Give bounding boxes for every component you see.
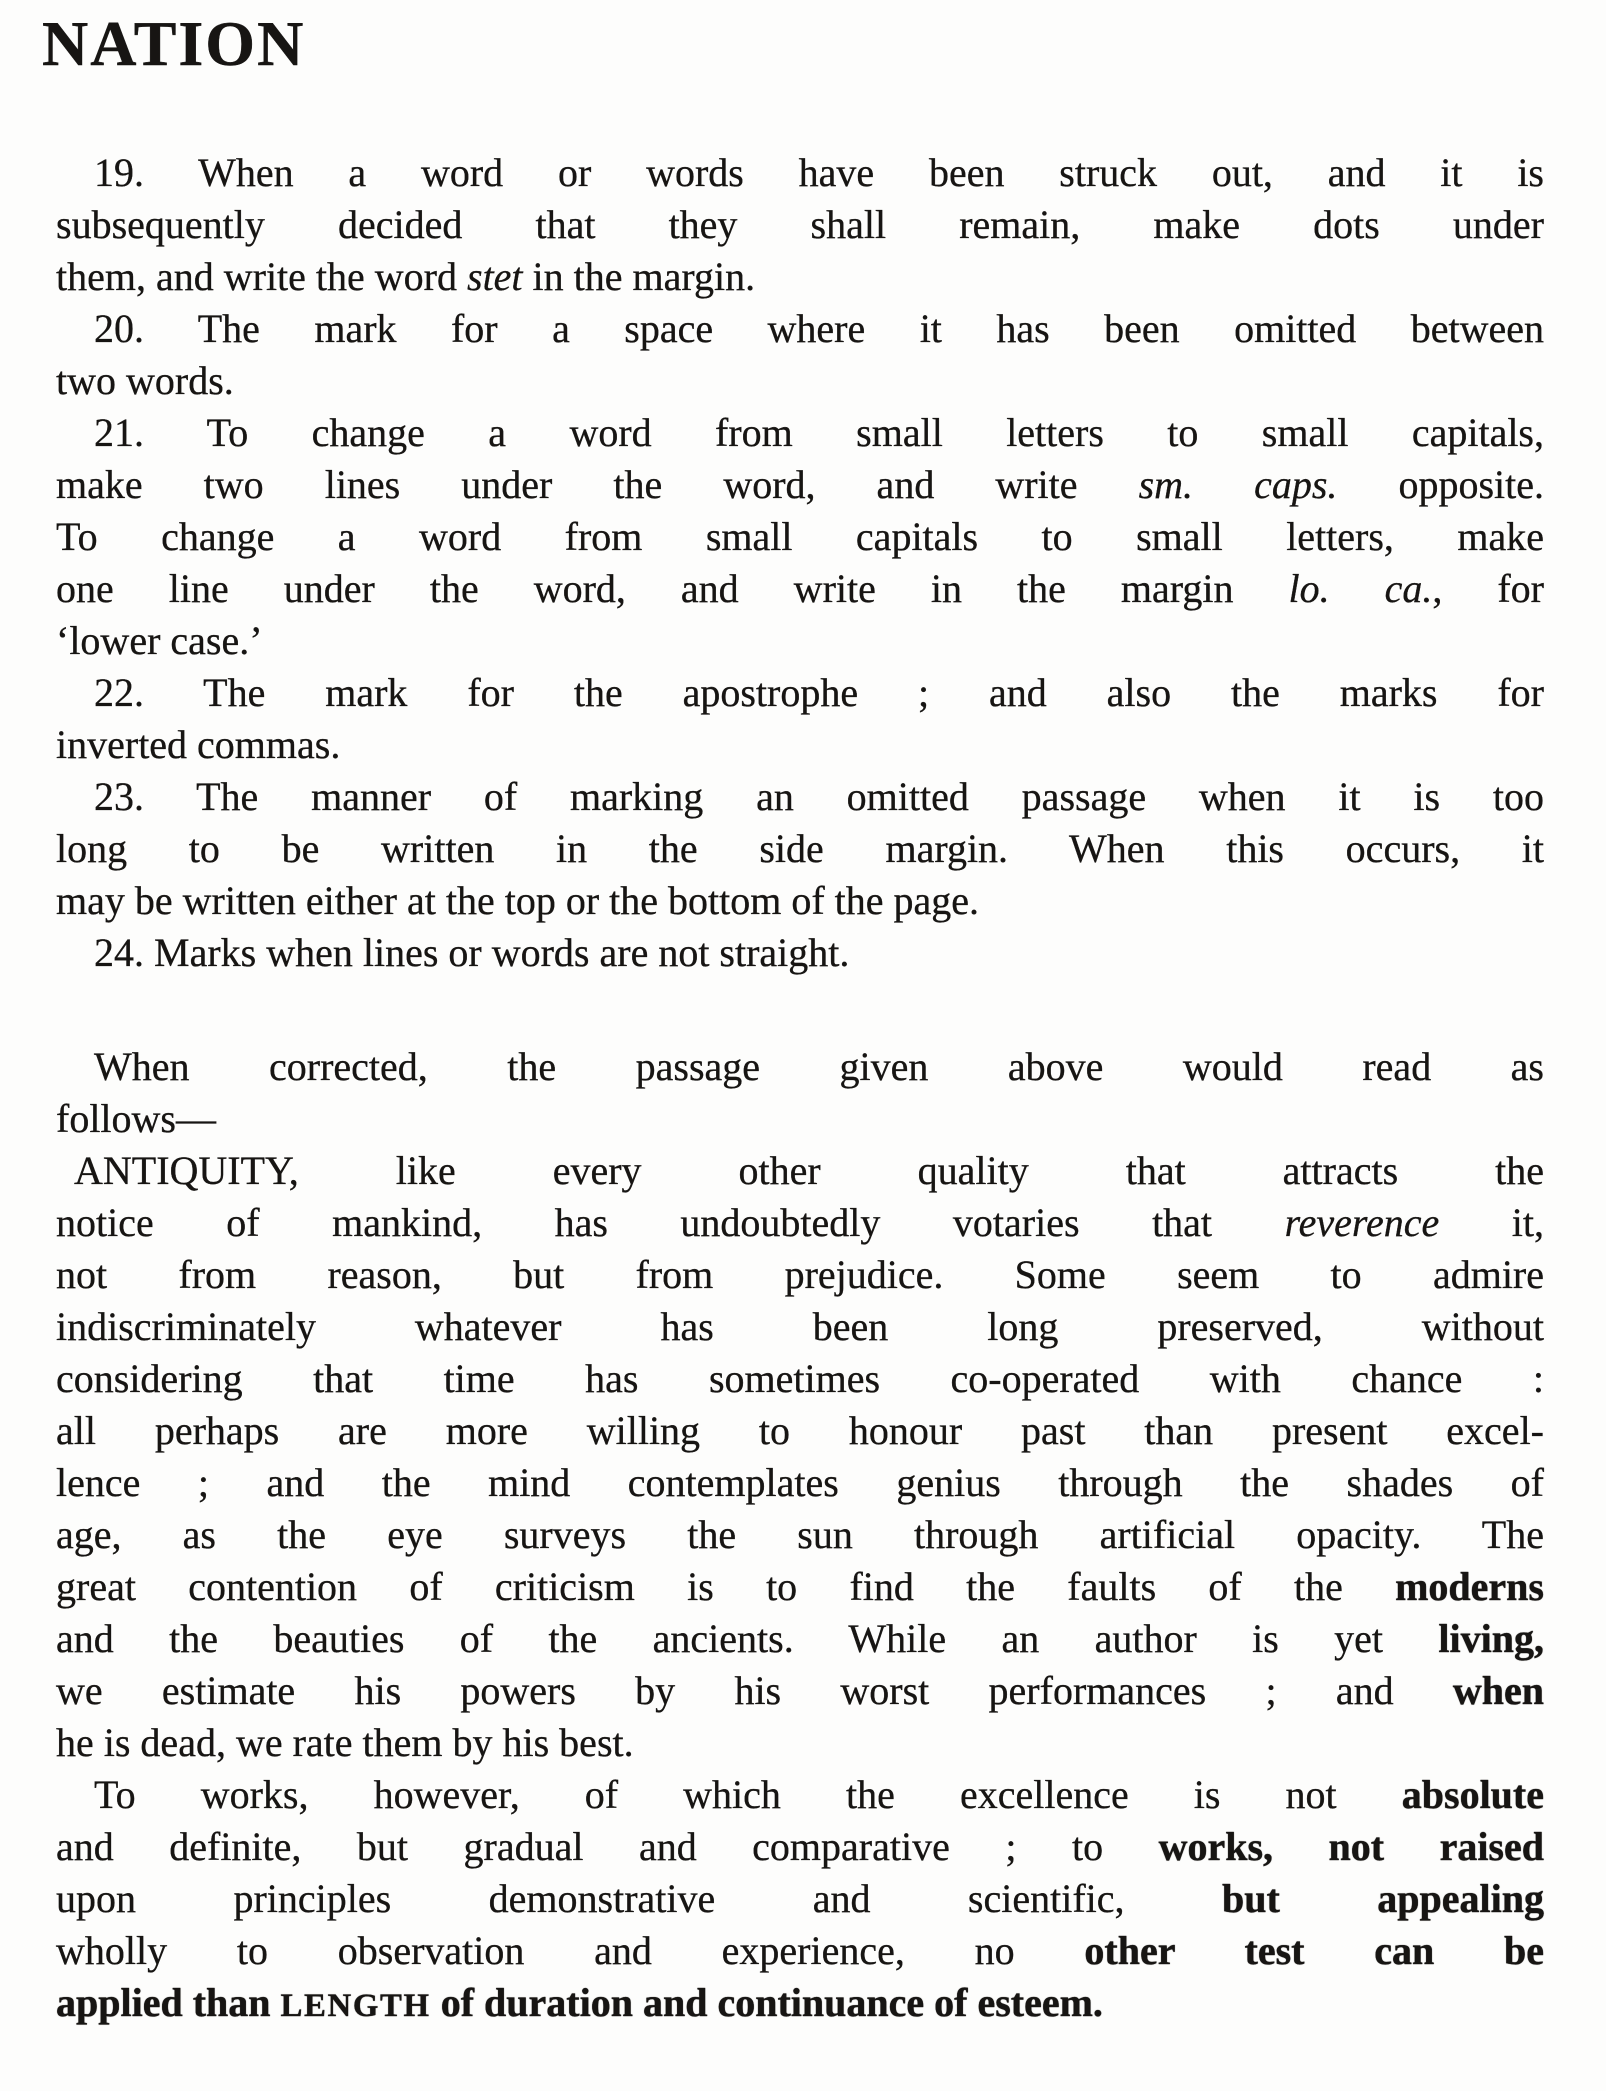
text-line bbox=[56, 563, 1544, 615]
text-segment: considering that time has sometimes co-operated with chance : bbox=[56, 1356, 1544, 1402]
text-line bbox=[56, 1873, 1544, 1925]
corrected-intro bbox=[56, 1041, 1544, 1145]
page-header: NATION bbox=[42, 8, 306, 79]
text-segment: all perhaps are more willing to honour past than present excel- bbox=[56, 1408, 1544, 1454]
text-segment: ‘lower case.’ bbox=[56, 618, 263, 664]
text-segment: in the margin. bbox=[522, 254, 756, 300]
text-line bbox=[56, 771, 1544, 823]
text-segment: To change a word from small capitals to small letters, make bbox=[56, 514, 1544, 560]
text-segment: notice of mankind, has undoubtedly votaries that bbox=[56, 1200, 1285, 1246]
text-line bbox=[56, 1249, 1544, 1301]
text-segment: two words. bbox=[56, 358, 234, 404]
text-segment: we estimate his powers by his worst performances ; and bbox=[56, 1668, 1453, 1714]
text-line bbox=[56, 1145, 1544, 1197]
text-segment: When corrected, the passage given above would read as bbox=[94, 1044, 1544, 1090]
text-line bbox=[56, 1301, 1544, 1353]
text-line bbox=[56, 1509, 1544, 1561]
text-segment: one line under the word, and write in the margin bbox=[56, 566, 1289, 612]
text-segment: wholly to observation and experience, no bbox=[56, 1928, 1085, 1974]
text-line bbox=[56, 407, 1544, 459]
text-line bbox=[56, 1925, 1544, 1977]
text-line bbox=[56, 1561, 1544, 1613]
text-segment: LENGTH bbox=[280, 1988, 431, 2025]
text-segment: them, and write the word bbox=[56, 254, 467, 300]
text-segment: not from reason, but from prejudice. Some seem to admire bbox=[56, 1252, 1544, 1298]
text-line bbox=[56, 927, 1544, 979]
text-line bbox=[56, 459, 1544, 511]
text-segment: 24. Marks when lines or words are not straight. bbox=[94, 930, 850, 976]
text-line bbox=[56, 1197, 1544, 1249]
text-segment: 21. To change a word from small letters to small capitals, bbox=[94, 410, 1544, 456]
text-segment: age, as the eye surveys the sun through artificial opacity. The bbox=[56, 1512, 1544, 1558]
text-segment: ANTIQUITY, like every other quality that attracts the bbox=[74, 1148, 1544, 1194]
item-23 bbox=[56, 771, 1544, 927]
text-segment: make two lines under the word, and write bbox=[56, 462, 1139, 508]
text-line bbox=[56, 615, 1544, 667]
item-20 bbox=[56, 303, 1544, 407]
to-works-paragraph bbox=[56, 1769, 1544, 2032]
text-line bbox=[56, 147, 1544, 199]
text-segment: 22. The mark for the apostrophe ; and also the marks for bbox=[94, 670, 1544, 716]
text-segment: indiscriminately whatever has been long preserved, without bbox=[56, 1304, 1544, 1350]
text-segment: lence ; and the mind contemplates genius through the shades of bbox=[56, 1460, 1544, 1506]
text-segment: 23. The manner of marking an omitted passage when it is too bbox=[94, 774, 1544, 820]
text-segment: and definite, but gradual and comparative ; to bbox=[56, 1824, 1159, 1870]
text-segment: reverence bbox=[1284, 1200, 1440, 1246]
text-segment: when bbox=[1452, 1668, 1544, 1714]
text-segment: he is dead, we rate them by his best. bbox=[56, 1720, 634, 1766]
text-line bbox=[56, 303, 1544, 355]
text-segment: stet bbox=[467, 254, 523, 300]
text-line bbox=[56, 1093, 1544, 1145]
text-line bbox=[56, 1041, 1544, 1093]
text-line bbox=[56, 1405, 1544, 1457]
text-segment: lo. ca. bbox=[1288, 566, 1433, 612]
text-line bbox=[56, 719, 1544, 771]
text-segment: may be written either at the top or the bottom of the page. bbox=[56, 878, 980, 924]
item-22 bbox=[56, 667, 1544, 771]
text-line bbox=[56, 1821, 1544, 1873]
text-line bbox=[56, 875, 1544, 927]
text-segment: To works, however, of which the excellence is not bbox=[94, 1772, 1402, 1818]
text-segment: follows— bbox=[56, 1096, 216, 1142]
text-segment: applied than bbox=[56, 1980, 281, 2026]
item-21 bbox=[56, 407, 1544, 667]
text-segment: absolute bbox=[1401, 1772, 1544, 1818]
text-segment: it, bbox=[1439, 1200, 1544, 1246]
text-line bbox=[56, 823, 1544, 875]
text-line bbox=[56, 251, 1544, 303]
text-segment: 19. When a word or words have been struck out, and it is bbox=[94, 150, 1544, 196]
text-segment: living, bbox=[1438, 1616, 1544, 1662]
text-line bbox=[56, 511, 1544, 563]
text-segment: 20. The mark for a space where it has been omitted between bbox=[94, 306, 1544, 352]
text-line bbox=[56, 1769, 1544, 1821]
text-segment: other test can be bbox=[1084, 1928, 1544, 1974]
text-segment: subsequently decided that they shall remain, make dots under bbox=[56, 202, 1544, 248]
text-line bbox=[56, 1665, 1544, 1717]
text-segment: opposite. bbox=[1337, 462, 1545, 508]
text-segment: sm. caps. bbox=[1138, 462, 1338, 508]
item-19 bbox=[56, 147, 1544, 303]
text-line bbox=[56, 1977, 1544, 2032]
text-segment: , for bbox=[1432, 566, 1544, 612]
text-segment: works, not raised bbox=[1158, 1824, 1544, 1870]
text-segment: but appealing bbox=[1222, 1876, 1544, 1922]
text-line bbox=[56, 667, 1544, 719]
text-segment: inverted commas. bbox=[56, 722, 341, 768]
text-segment: of duration and continuance of esteem. bbox=[430, 1980, 1103, 2026]
text-line bbox=[56, 1353, 1544, 1405]
item-24 bbox=[56, 927, 1544, 979]
text-segment: moderns bbox=[1395, 1564, 1544, 1610]
text-line bbox=[56, 1613, 1544, 1665]
text-segment: great contention of criticism is to find the faults of the bbox=[56, 1564, 1396, 1610]
page-body bbox=[56, 147, 1544, 2032]
text-line bbox=[56, 199, 1544, 251]
text-segment: and the beauties of the ancients. While an author is yet bbox=[56, 1616, 1439, 1662]
text-line bbox=[56, 355, 1544, 407]
text-segment: upon principles demonstrative and scientific, bbox=[56, 1876, 1222, 1922]
antiquity-paragraph bbox=[56, 1145, 1544, 1769]
text-line bbox=[56, 1457, 1544, 1509]
text-segment: long to be written in the side margin. When this occurs, it bbox=[56, 826, 1544, 872]
text-line bbox=[56, 1717, 1544, 1769]
